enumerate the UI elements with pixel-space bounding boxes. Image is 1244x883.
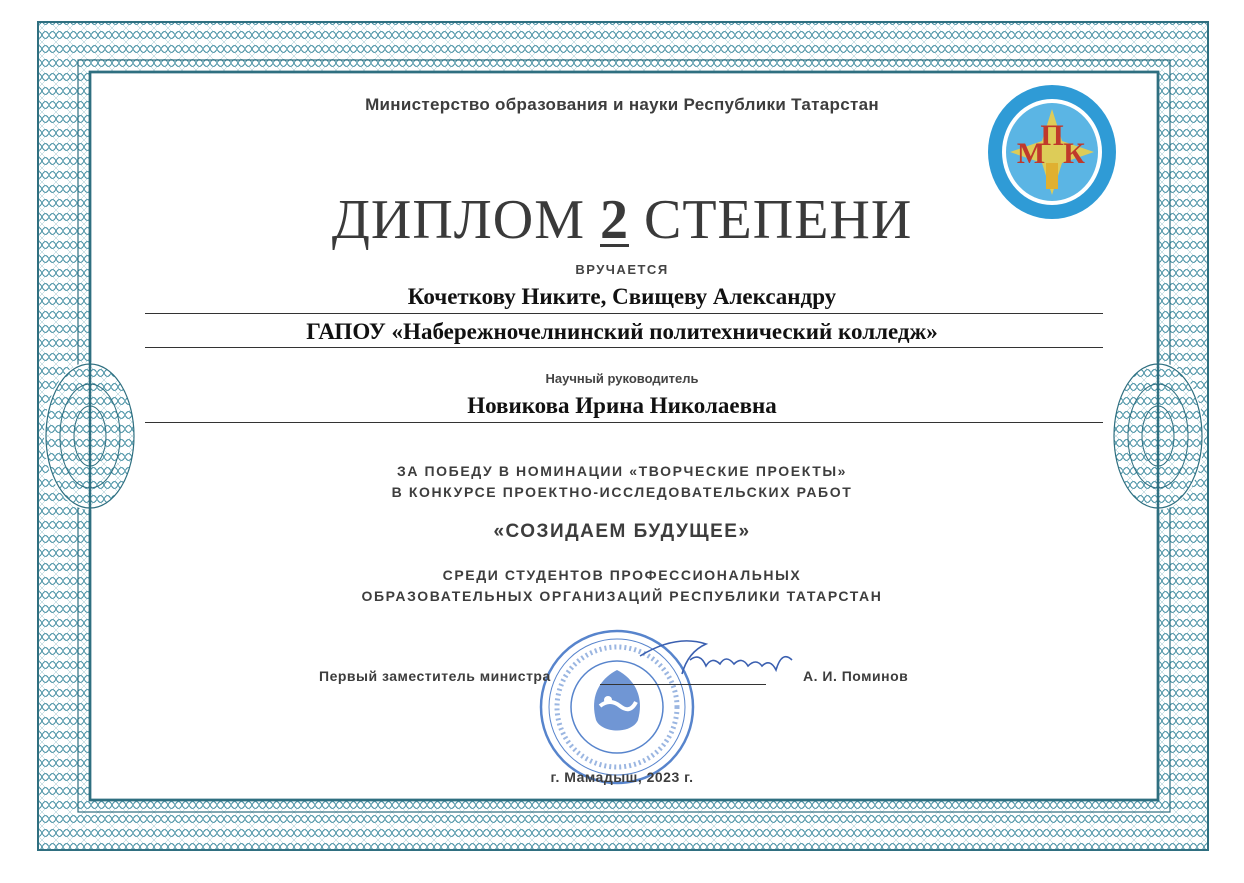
svg-text:К: К bbox=[1063, 137, 1085, 170]
institution-name: ГАПОУ «Набережночелнинский политехнический колледж» bbox=[306, 319, 938, 344]
signature-line bbox=[600, 684, 766, 685]
nomination-line-2: В КОНКУРСЕ ПРОЕКТНО-ИССЛЕДОВАТЕЛЬСКИХ РАБОТ bbox=[391, 484, 853, 500]
ministry-heading: Министерство образования и науки Республики Татарстан bbox=[365, 95, 879, 114]
awarded-label: ВРУЧАЕТСЯ bbox=[575, 262, 669, 277]
institution-underline bbox=[145, 347, 1103, 348]
contest-name: «СОЗИДАЕМ БУДУЩЕЕ» bbox=[493, 521, 751, 542]
audience-line-2: ОБРАЗОВАТЕЛЬНЫХ ОРГАНИЗАЦИЙ РЕСПУБЛИКИ ТАТАРСТАН bbox=[361, 588, 883, 604]
degree-number: 2 bbox=[600, 189, 629, 251]
recipients-name: Кочеткову Никите, Свищеву Александру bbox=[407, 284, 837, 309]
signature-icon bbox=[636, 630, 796, 690]
supervisor-underline bbox=[145, 422, 1103, 423]
title-suffix: СТЕПЕНИ bbox=[644, 189, 913, 251]
audience-line-1: СРЕДИ СТУДЕНТОВ ПРОФЕССИОНАЛЬНЫХ bbox=[442, 567, 802, 583]
audience-text bbox=[0, 565, 1244, 607]
signer-name: А. И. Поминов bbox=[803, 668, 909, 684]
supervisor-name: Новикова Ирина Николаевна bbox=[467, 393, 777, 418]
svg-text:П: П bbox=[1040, 119, 1064, 152]
svg-text:М: М bbox=[1016, 137, 1046, 170]
signer-position: Первый заместитель министра bbox=[319, 668, 551, 684]
nomination-line-1: ЗА ПОБЕДУ В НОМИНАЦИИ «ТВОРЧЕСКИЕ ПРОЕКТЫ» bbox=[396, 463, 848, 479]
recipients-underline bbox=[145, 313, 1103, 314]
diploma-title bbox=[0, 188, 1244, 252]
supervisor-label: Научный руководитель bbox=[545, 371, 699, 386]
nomination-text bbox=[0, 461, 1244, 503]
place-date: г. Мамадыш, 2023 г. bbox=[550, 769, 694, 785]
title-prefix: ДИПЛОМ bbox=[331, 189, 585, 251]
